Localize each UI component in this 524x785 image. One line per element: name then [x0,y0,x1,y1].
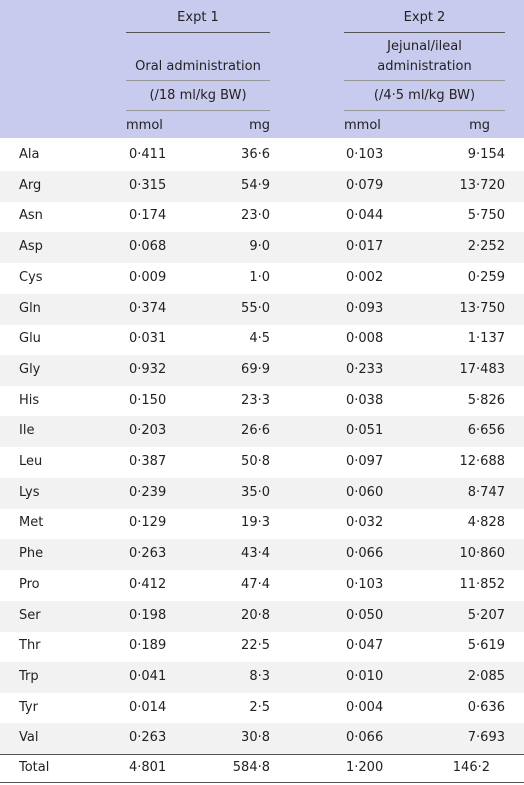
amino-acid-name: Pro [19,576,40,592]
expt2-dose: (/4·5 ml/kg BW) [373,88,476,103]
expt1-mmol-cell: 0·263 [129,546,167,562]
expt1-mmol-cell: 0·239 [129,484,167,500]
expt1-mmol-cell: 0·150 [129,392,167,408]
expt1-mg-cell: 4·5 [249,331,270,347]
total-label: Total [19,760,50,775]
unit-header-expt1-mmol: mmol [126,118,163,133]
expt1-mmol-cell: 0·263 [129,730,167,746]
expt2-mmol-cell: 0·097 [346,454,384,469]
expt2-heading: Expt 2 [403,10,446,25]
expt1-mmol-cell: 0·068 [129,239,167,255]
expt1-mg-cell: 23·0 [241,208,270,224]
expt2-mmol-cell: 0·044 [346,208,384,224]
total-expt1-mmol: 4·801 [129,760,167,775]
bottom-rule [0,782,524,783]
amino-acid-name: Lys [19,484,40,500]
unit-header-expt2-mg: mg [469,118,490,133]
expt2-rule [344,32,505,33]
expt2-administration-line1: Jejunal/ileal [387,39,462,54]
amino-acid-name: Leu [19,454,43,469]
expt2-mmol-cell: 0·066 [346,546,384,562]
amino-acid-name: Asn [19,208,43,224]
expt1-mg-cell: 8·3 [249,668,270,684]
expt1-mmol-cell: 0·374 [129,300,167,316]
expt2-mg-cell: 8·747 [467,484,505,500]
expt1-rule [126,32,270,33]
expt1-mmol-cell: 0·315 [129,177,167,193]
expt1-administration: Oral administration [135,59,261,74]
expt1-admin-rule [126,80,270,81]
expt2-dose-rule [344,110,505,111]
expt1-mmol-cell: 0·129 [129,515,167,531]
expt1-mg-cell: 54·9 [241,177,270,193]
total-expt1-mg: 584·8 [232,760,270,775]
expt1-mg-cell: 35·0 [241,484,270,500]
expt1-mg-cell: 26·6 [241,423,270,439]
expt2-mg-cell: 5·207 [467,607,505,623]
expt1-mmol-cell: 0·203 [129,423,167,439]
amino-acid-name: Met [19,515,44,531]
amino-acid-name: Ile [19,423,35,439]
expt2-mmol-cell: 0·079 [346,177,384,193]
expt1-mmol-cell: 0·031 [129,331,167,347]
expt1-mg-cell: 20·8 [241,607,270,623]
expt1-mg-cell: 55·0 [241,300,270,316]
expt1-mg-cell: 69·9 [241,361,270,377]
expt2-mmol-cell: 0·047 [346,638,384,654]
expt1-heading: Expt 1 [177,10,219,25]
expt2-mg-cell: 5·750 [467,208,505,224]
expt2-mg-cell: 13·720 [459,177,505,193]
expt1-mg-cell: 1·0 [249,269,270,285]
expt1-mmol-cell: 0·411 [129,147,167,162]
expt2-mmol-cell: 0·002 [346,269,384,285]
expt2-mmol-cell: 0·017 [346,239,384,255]
expt1-mmol-cell: 0·198 [129,607,167,623]
expt1-mmol-cell: 0·412 [129,576,167,592]
expt1-mmol-cell: 0·387 [129,454,167,469]
expt2-mmol-cell: 0·010 [346,668,384,684]
expt1-mmol-cell: 0·041 [129,668,167,684]
total-expt2-mg: 146·2 [452,760,490,775]
expt1-dose: (/18 ml/kg BW) [149,88,247,103]
expt2-mg-cell: 17·483 [459,361,505,377]
expt1-mmol-cell: 0·932 [129,361,167,377]
amino-acid-name: Trp [19,668,39,684]
expt1-mg-cell: 9·0 [249,239,270,255]
expt2-mmol-cell: 0·050 [346,607,384,623]
amino-acid-name: Ser [19,607,41,623]
expt2-mg-cell: 1·137 [467,331,505,347]
expt1-mmol-cell: 0·174 [129,208,167,224]
expt2-mmol-cell: 0·032 [346,515,384,531]
expt2-mg-cell: 2·252 [467,239,505,255]
amino-acid-name: His [19,392,40,408]
expt2-mg-cell: 0·636 [467,699,505,715]
unit-header-expt1-mg: mg [249,118,270,133]
amino-acid-name: Gly [19,361,41,377]
expt1-mmol-cell: 0·014 [129,699,167,715]
expt2-mg-cell: 5·619 [467,638,505,654]
expt2-mmol-cell: 0·233 [346,361,384,377]
amino-acid-name: Val [19,730,39,746]
amino-acid-name: Arg [19,177,42,193]
expt2-mmol-cell: 0·008 [346,331,384,347]
expt1-mg-cell: 2·5 [249,699,270,715]
expt2-administration-line2: administration [377,59,472,74]
expt2-mg-cell: 4·828 [467,515,505,531]
expt2-mg-cell: 11·852 [459,576,505,592]
expt2-mg-cell: 7·693 [467,730,505,746]
expt1-mg-cell: 50·8 [241,454,270,469]
amino-acid-name: Ala [19,147,40,162]
expt1-mg-cell: 30·8 [241,730,270,746]
expt2-mg-cell: 0·259 [467,269,505,285]
expt2-mg-cell: 12·688 [459,454,505,469]
expt2-mmol-cell: 0·060 [346,484,384,500]
expt2-mg-cell: 10·860 [459,546,505,562]
expt1-mg-cell: 23·3 [241,392,270,408]
expt2-mmol-cell: 0·093 [346,300,384,316]
total-expt2-mmol: 1·200 [346,760,384,775]
expt1-mg-cell: 43·4 [241,546,270,562]
expt1-mg-cell: 19·3 [241,515,270,531]
amino-acid-name: Asp [19,239,43,255]
expt2-mmol-cell: 0·103 [346,576,384,592]
expt1-mg-cell: 36·6 [241,147,270,162]
expt1-mg-cell: 47·4 [241,576,270,592]
amino-acid-name: Cys [19,269,43,285]
expt2-mmol-cell: 0·066 [346,730,384,746]
expt2-mmol-cell: 0·051 [346,423,384,439]
amino-acid-name: Phe [19,546,44,562]
expt2-mg-cell: 13·750 [459,300,505,316]
expt1-mg-cell: 22·5 [241,638,270,654]
expt2-mg-cell: 5·826 [467,392,505,408]
expt1-mmol-cell: 0·009 [129,269,167,285]
expt2-mg-cell: 6·656 [467,423,505,439]
amino-acid-name: Glu [19,331,41,347]
expt2-mmol-cell: 0·038 [346,392,384,408]
expt2-mg-cell: 9·154 [467,147,505,162]
amino-acid-name: Tyr [19,699,38,715]
unit-header-expt2-mmol: mmol [344,118,381,133]
expt1-mmol-cell: 0·189 [129,638,167,654]
expt2-mg-cell: 2·085 [467,668,505,684]
amino-acid-name: Gln [19,300,41,316]
expt2-mmol-cell: 0·103 [346,147,384,162]
expt2-mmol-cell: 0·004 [346,699,384,715]
expt1-dose-rule [126,110,270,111]
expt2-admin-rule [344,80,505,81]
total-rule [0,754,524,755]
amino-acid-name: Thr [19,638,41,654]
